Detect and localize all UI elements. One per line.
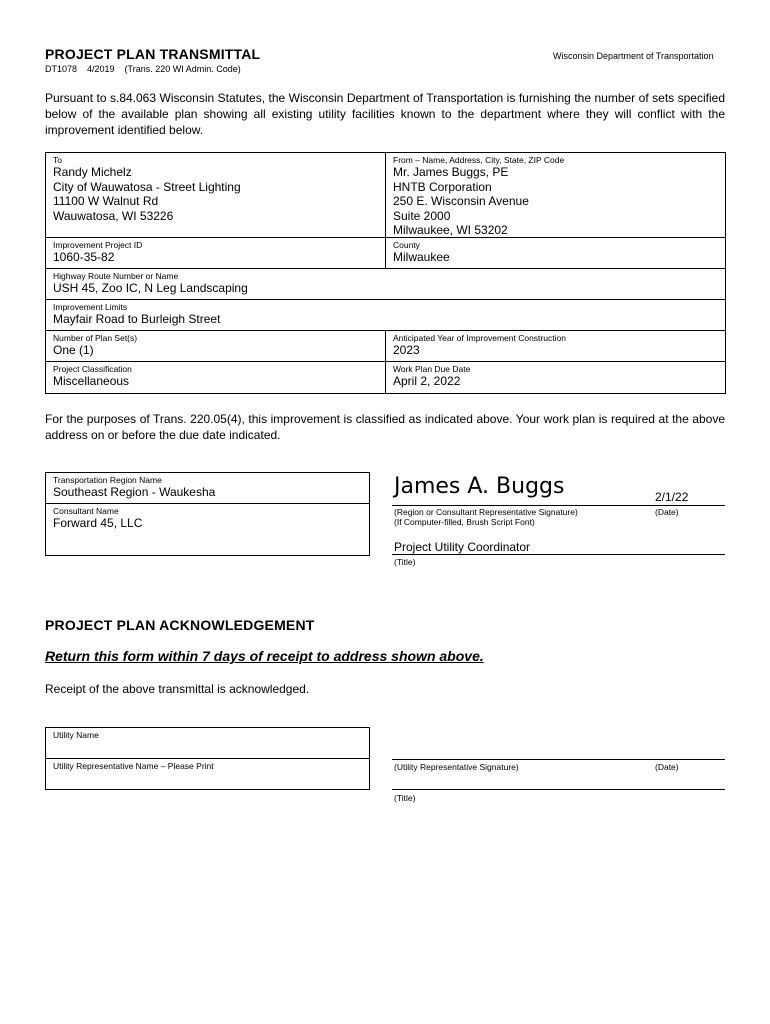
limits-label: Improvement Limits (53, 302, 128, 312)
signature-font-caption: (If Computer-filled, Brush Script Font) (394, 517, 535, 527)
due-date-value: April 2, 2022 (393, 374, 461, 388)
route-field[interactable] (45, 268, 726, 300)
county-value: Milwaukee (393, 250, 450, 264)
due-date-label: Work Plan Due Date (393, 364, 471, 374)
project-id-field[interactable] (45, 237, 386, 269)
to-line: City of Wauwatosa - Street Lighting (53, 179, 241, 194)
from-line: Milwaukee, WI 53202 (393, 223, 508, 237)
page-title: PROJECT PLAN TRANSMITTAL (45, 46, 261, 62)
plan-sets-label: Number of Plan Set(s) (53, 333, 138, 343)
construction-year-field[interactable] (385, 330, 726, 362)
route-value: USH 45, Zoo IC, N Leg Landscaping (53, 281, 248, 295)
from-field[interactable] (385, 152, 726, 238)
construction-year-value: 2023 (393, 343, 420, 357)
purpose-paragraph: For the purposes of Trans. 220.05(4), this improvement is classified as indicated above. Your work plan is required at the above address on or before the due date indicated. (45, 412, 725, 442)
receipt-text: Receipt of the above transmittal is acknowledged. (45, 682, 310, 696)
construction-year-label: Anticipated Year of Improvement Construction (393, 333, 566, 343)
from-line: Suite 2000 (393, 208, 451, 223)
from-line: HNTB Corporation (393, 179, 492, 194)
intro-paragraph: Pursuant to s.84.063 Wisconsin Statutes, the Wisconsin Department of Transportation is furnishing the number of sets specified below of the available plan showing all existing utility facilities known to the department where they will conflict with the improvement identified below. (45, 91, 725, 137)
region-field[interactable] (45, 472, 370, 504)
to-field[interactable] (45, 152, 386, 238)
region-value: Southeast Region - Waukesha (53, 485, 216, 499)
from-line: 250 E. Wisconsin Avenue (393, 194, 529, 208)
to-line: Randy Michelz (53, 165, 132, 179)
to-line: 11100 W Walnut Rd (53, 194, 159, 208)
utility-rep-field[interactable] (45, 758, 370, 790)
signature-caption: (Region or Consultant Representative Signature) (394, 507, 578, 517)
to-label: To (53, 155, 62, 165)
to-line: Wauwatosa, WI 53226 (53, 208, 174, 223)
date-caption: (Date) (655, 507, 679, 517)
representative-signature[interactable]: James A. Buggs (394, 474, 565, 499)
utility-name-field[interactable] (45, 727, 370, 759)
utility-date-caption: (Date) (655, 762, 679, 772)
from-line: Mr. James Buggs, PE (393, 165, 509, 179)
signature-date[interactable]: 2/1/22 (655, 490, 689, 504)
region-label: Transportation Region Name (53, 475, 162, 485)
utility-rep-label: Utility Representative Name – Please Print (53, 761, 214, 771)
utility-signature-line[interactable] (392, 759, 725, 760)
form-id: DT1078 4/2019 (Trans. 220 WI Admin. Code) (45, 64, 241, 74)
utility-title-caption: (Title) (394, 793, 416, 803)
project-id-value: 1060-35-82 (53, 250, 115, 264)
classification-field[interactable] (45, 361, 386, 394)
consultant-field[interactable] (45, 503, 370, 556)
county-label: County (393, 240, 420, 250)
ack-title: PROJECT PLAN ACKNOWLEDGEMENT (45, 617, 315, 633)
consultant-label: Consultant Name (53, 506, 119, 516)
consultant-value: Forward 45, LLC (53, 516, 143, 530)
title-caption: (Title) (394, 557, 416, 567)
classification-label: Project Classification (53, 364, 132, 374)
ack-instruction: Return this form within 7 days of receipt to address shown above. (45, 648, 484, 664)
from-label: From – Name, Address, City, State, ZIP Code (393, 155, 565, 165)
limits-field[interactable] (45, 299, 726, 331)
plan-sets-field[interactable] (45, 330, 386, 362)
due-date-field[interactable] (385, 361, 726, 394)
title-value[interactable]: Project Utility Coordinator (394, 540, 531, 554)
agency-name: Wisconsin Department of Transportation (553, 51, 714, 61)
signature-line (392, 505, 725, 506)
utility-title-line[interactable] (392, 789, 725, 790)
classification-value: Miscellaneous (53, 374, 130, 388)
limits-value: Mayfair Road to Burleigh Street (53, 312, 221, 326)
county-field[interactable] (385, 237, 726, 269)
plan-sets-value: One (1) (53, 343, 94, 357)
utility-signature-caption: (Utility Representative Signature) (394, 762, 519, 772)
title-line (392, 554, 725, 555)
utility-name-label: Utility Name (53, 730, 99, 740)
project-id-label: Improvement Project ID (53, 240, 143, 250)
route-label: Highway Route Number or Name (53, 271, 179, 281)
